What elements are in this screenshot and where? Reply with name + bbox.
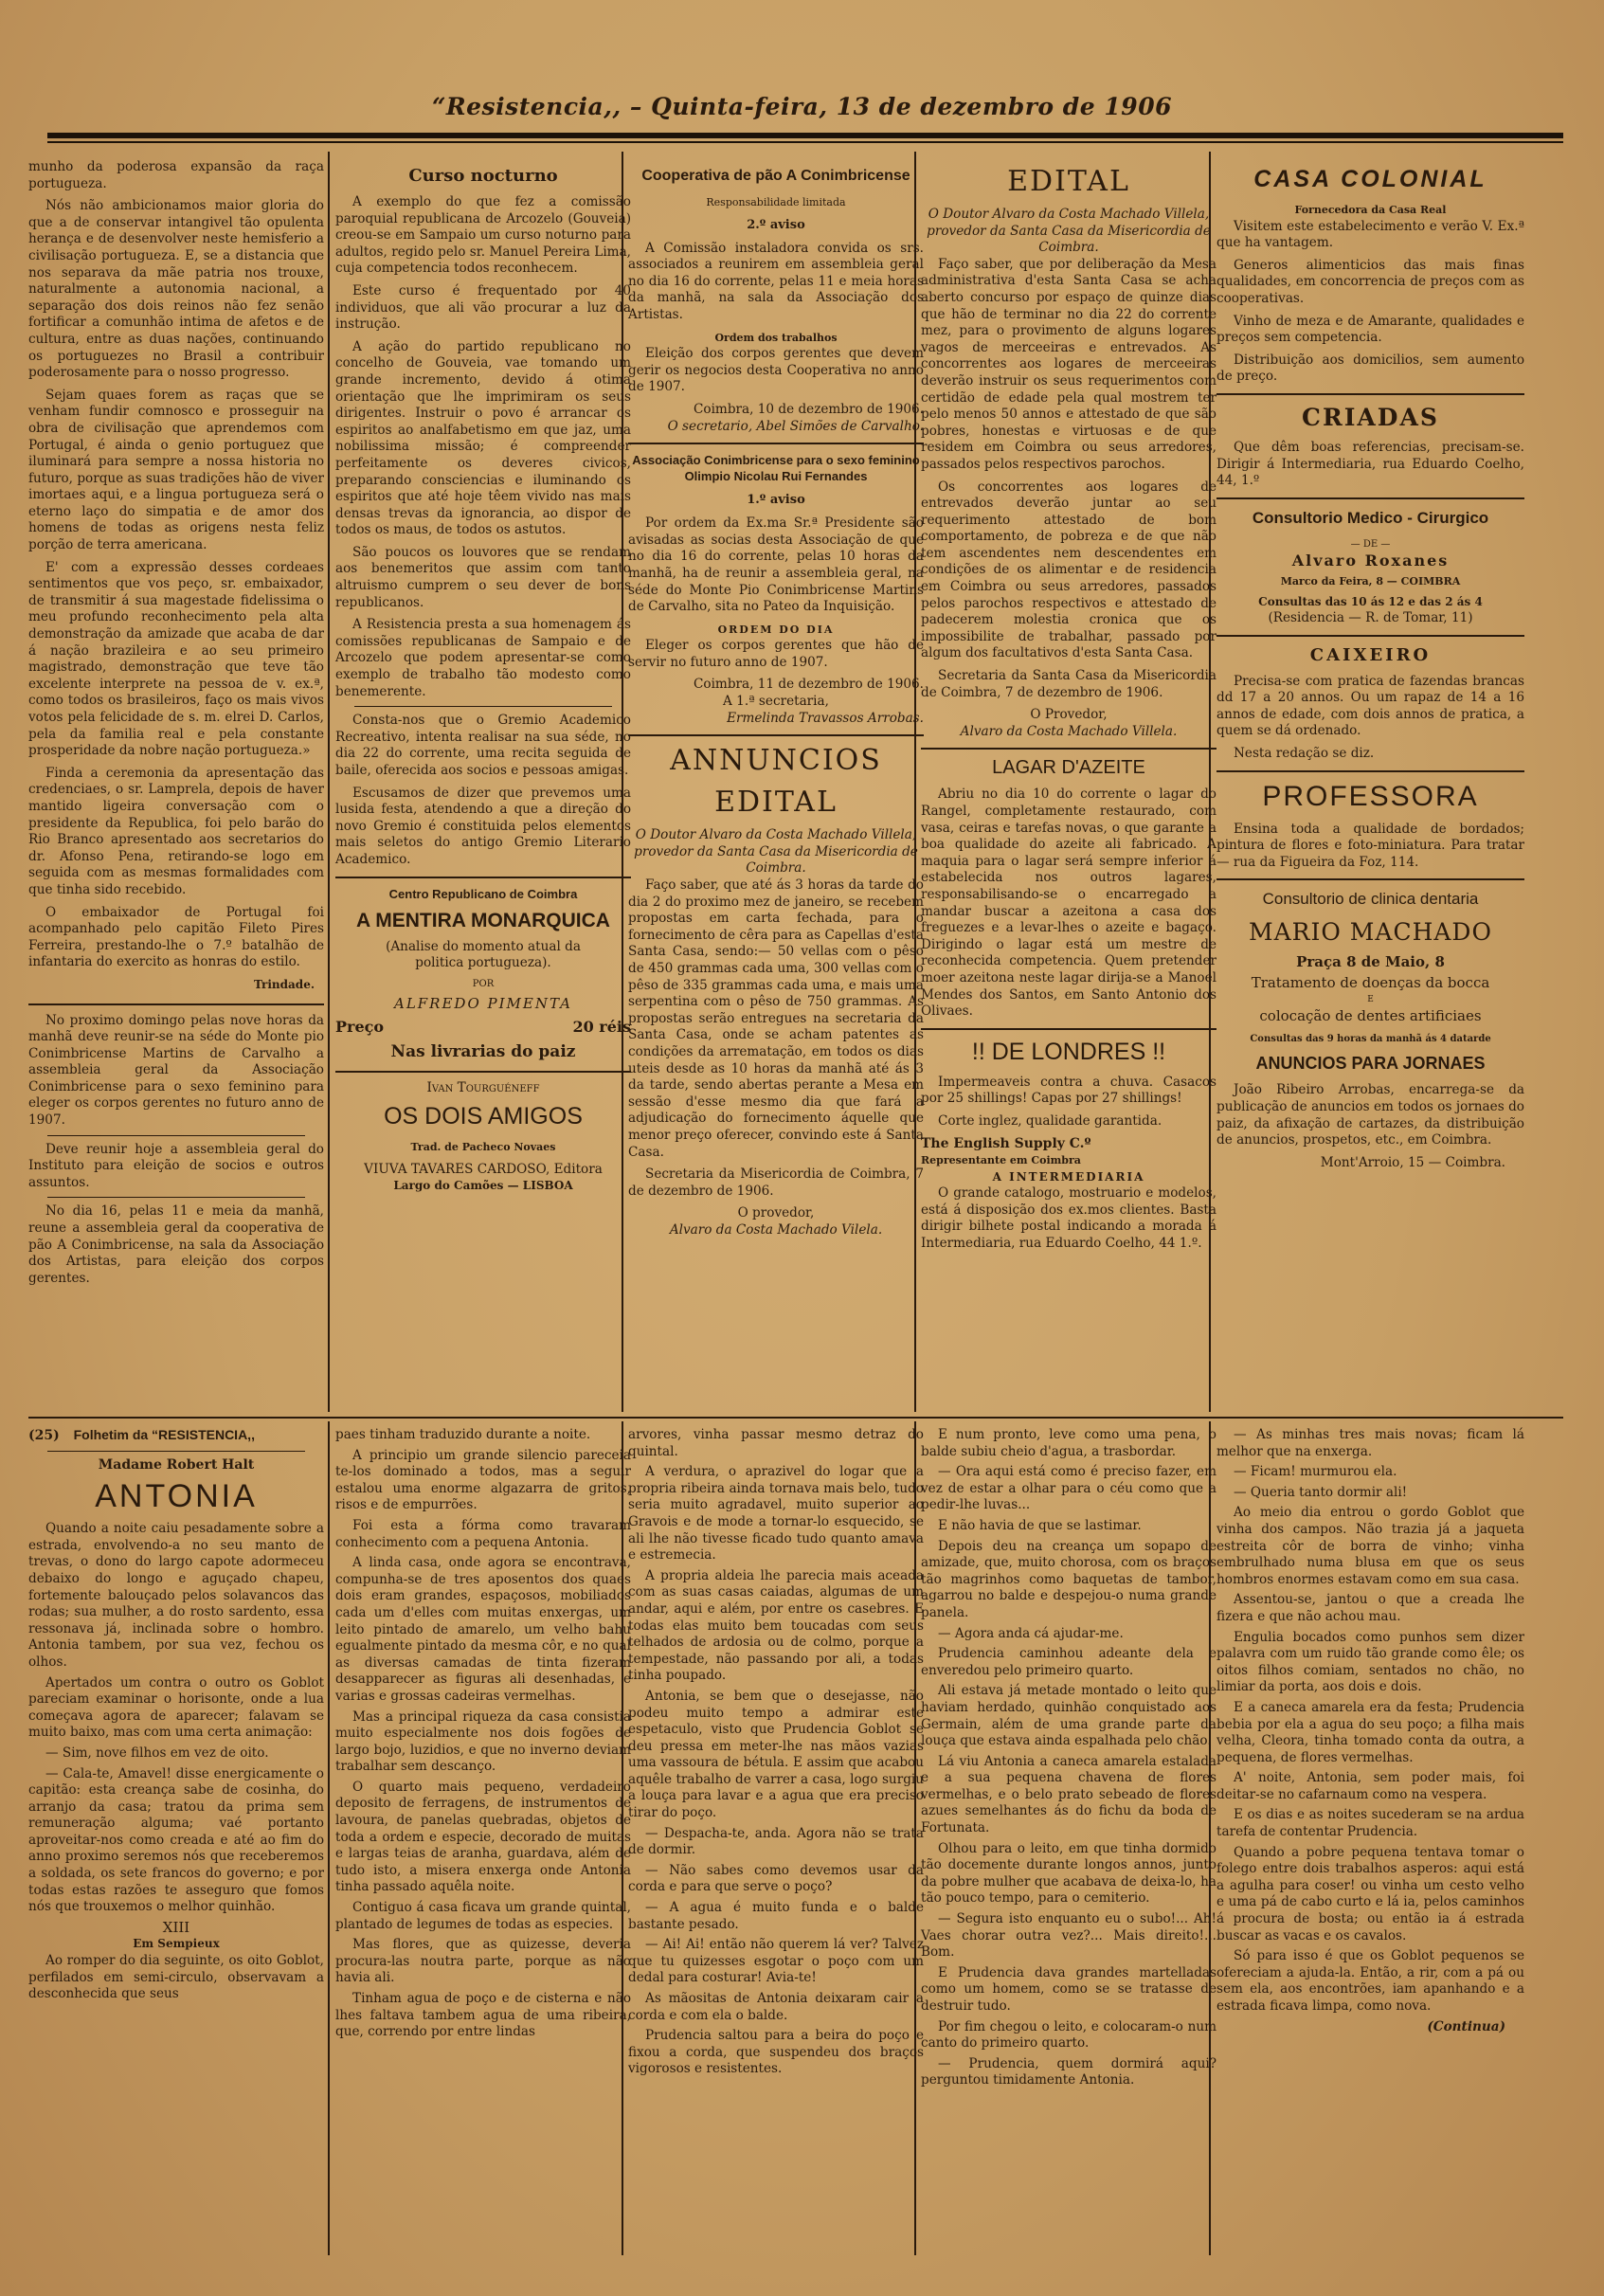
header-rule (47, 133, 1563, 138)
folhetim-paragraph: — Sim, nove filhos em vez de oito. (45, 1745, 269, 1761)
chapter-number: XIII (162, 1918, 190, 1936)
folhetim-paragraph: A propria aldeia lhe parecia mais aceada com as suas casas caiadas, algumas de um andar, aqui e além, por entre os casebres. E todas elas muito bem toucadas com seus telhados de ardosia ou de colmo, porque a tempestade, não passando por ali, a todas tinha poupado. (628, 1567, 924, 1684)
ad-organization: Centro Republicano de Coimbra (388, 886, 578, 901)
folhetim-paragraph: — Cala-te, Amavel! disse energicamente o capitão: esta creança sabe de cosinha, do arranjo da casa; tratou da prima sem remuneração alguma; vaé portanto aproveitar-nos como creada e até ao fim do anno proximo seremos nós que receberemos a soldada, os sete francos do governo; e por todas estas razões te asseguro que fomos nós que trouxemos o melhor quinhão. (28, 1765, 324, 1915)
notice-paragraph: A Comissão instaladora convida os srs. associados a reunirem em assembleia geral no dia 16 do corrente, pelas 11 e meia horas da manhã, na sala da Associação dos Artistas. (628, 240, 924, 322)
folhetim-header (28, 1427, 324, 1445)
folhetim-paragraph: — Agora anda cá ajudar-me. (938, 1625, 1124, 1641)
folhetim-author: Madame Robert Halt (98, 1456, 255, 1473)
folhetim-paragraph: Ao romper do dia seguinte, os oito Goblot, perfilados em semi-circulo, observavam a desconhecida que seus (28, 1953, 324, 2002)
news-item: Deve reunir hoje a assembleia geral do Instituto para eleição de socios e outros assuntos. (28, 1141, 324, 1190)
folhetim-paragraph: — Não sabes como devemos usar da corda e para que serve o poço? (628, 1862, 924, 1895)
ad-price-label: Preço (335, 1017, 385, 1036)
notice-paragraph: Por ordem da Ex.ma Sr.ª Presidente são avisadas as socias desta Associação de que no dia 16 do corrente, pelas 10 horas da manhã, ha de reunir a assembleia geral, na séde do Monte Pio Conimbricense Martins de Carvalho, sita no Pateo da Inquisição. (628, 515, 924, 615)
lagar-paragraph: Abriu no dia 10 do corrente o lagar do Rangel, completamente restaurado, com vasa, ceiras e tarefas novas, o que garante a boa qualidade do azeite ali fabricado. A maquia para o lagar será sempre inferior á estabelecida nos outros lagares, responsabilisando-se o encarregado a mandar buscar a azeitona a casa dos freguezes e a levar-lhes o azeite e bagaço. Dirigindo o lagar está um mestre de reconhecida competencia. Quem pretender moer azeitona neste lagar dirija-se a Manoel Mendes dos Santos, em Santo Antonio dos Olivaes. (921, 786, 1217, 1020)
folhetim-paragraph: paes tinham traduzido durante a noite. (335, 1427, 591, 1442)
notice-aviso: 2.º aviso (747, 217, 805, 232)
column-3 (628, 159, 924, 1239)
folhetim-paragraph: A principio um grande silencio pareceia te-los dominado a todos, mas a seguir estalou uma enorme algazarra de gritos, risos e de empurrões. (335, 1447, 631, 1513)
folhetim-paragraph: — Despacha-te, anda. Agora não se trata de dormir. (628, 1825, 924, 1858)
notice-aviso: 1.º aviso (747, 493, 805, 508)
folhetim-paragraph: Olhou para o leito, em que tinha dormido tão docemente durante longos annos, junto da pobre mulher que acabava de deixa-lo, ha tão pouco tempo, para o cemiterio. (921, 1840, 1217, 1907)
ad-paragraph: Vinho de meza e de Amarante, qualidades e preços sem competencia. (1217, 313, 1524, 346)
notice-date: Coimbra, 11 de dezembro de 1906. (694, 677, 924, 693)
article-paragraph: Nós não ambicionamos maior gloria do que a de conservar intangivel tão opulenta herança e de desenvolver neste hemisferio a civilisação portugueza. E, se a distancia que nos separava da mãe patria nos trouxe, naturalmente a autonomia nacional, a separação dos dois reinos não fez senão fortificar a comunhão intima de afetos e de cultura, entre as duas nações, continuando os portuguezes no Brasil a contribuir poderosamente para o nosso progresso. (28, 198, 324, 381)
dentaria-e: E (1367, 994, 1374, 1004)
londres-paragraph: Impermeaveis contra a chuva. Casacos por 25 shillings! Capas por 27 shillings! (921, 1074, 1217, 1107)
folhetim-column-3 (628, 1427, 924, 2082)
folhetim-paragraph: — Queria tanto dormir ali! (1234, 1484, 1408, 1500)
casa-colonial-sub: Fornecedora da Casa Real (1294, 204, 1447, 216)
folhetim-column-4 (921, 1427, 1217, 2093)
folhetim-paragraph: Engulia bocados como punhos sem dizer palavra com um ruido tão grande como êle; os oitos filhos comiam, sentados no chão, no limiar da porta, aos dois e dois. (1217, 1629, 1524, 1695)
folhetim-label: Folhetim da “RESISTENCIA,, (73, 1427, 255, 1442)
article-paragraph: Finda a ceremonia da apresentação das credenciaes, o sr. Lamprela, depois de haver mantido ligeira conversação com o presidente da Republica, foi pelo barão do Rio Branco apresentado aos secretarios do dr. Afonso Pena, retirando-se logo em seguida com as mesmas formalidades com que tinha sido recebido. (28, 765, 324, 897)
column-divider (328, 152, 330, 1412)
article-paragraph: munho da poderosa expansão da raça portugueza. (28, 159, 324, 191)
english-supply: The English Supply C.º (921, 1135, 1091, 1151)
ad-title: OS DOIS AMIGOS (384, 1103, 583, 1130)
folhetim-paragraph: O quarto mais pequeno, verdadeiro deposito de ferragens, de instrumentos de lavoura, de panelas quebradas, objetos de toda a ordem e especie, decorado de muitas e largas teias de aranha, guardava, além de tudo isto, a misera enxerga onde Antonia tinha passado aquêla noite. (335, 1779, 631, 1895)
folhetim-paragraph: E Prudencia dava grandes martelladas como um homem, como se se tratasse de destruir tudo. (921, 1964, 1217, 2014)
notice-date: Coimbra, 10 de dezembro de 1906. (694, 401, 924, 417)
edital-name: Alvaro da Costa Machado Vilela. (669, 1221, 883, 1238)
notice-paragraph: Eleger os corpos gerentes que hão de servir no futuro anno de 1907. (628, 638, 924, 670)
article-paragraph: Escusamos de dizer que prevemos uma lusida festa, atendendo a que a direção do novo Gremio é constituida pelos elementos mais seletos do antigo Gremio Literario Academico. (335, 785, 631, 867)
consultorio-doctor: Alvaro Roxanes (1291, 551, 1450, 570)
news-item: No proximo domingo pelas nove horas da manhã deve reunir-se na séde do Monte pio Conimbricense Martins de Carvalho a assembleia geral da Associação Conimbricense para o sexo feminino para eleger os corpos gerentes no futuro anno de 1907. (28, 1012, 324, 1129)
ad-publisher: VIUVA TAVARES CARDOSO, Editora (364, 1161, 603, 1177)
folhetim-paragraph: Tinham agua de poço e de cisterna e não lhes faltava tambem agua de uma ribeira, que, correndo por entre lindas (335, 1991, 631, 2040)
folhetim-paragraph: A' noite, Antonia, sem poder mais, foi deitar-se no cafarnaum como na vespera. (1217, 1770, 1524, 1802)
notice-secretary: A 1.ª secretaria, (723, 694, 829, 710)
notice-subtitle: Responsabilidade limitada (706, 196, 846, 208)
folhetim-paragraph: — As minhas tres mais novas; ficam lá melhor que na enxerga. (1217, 1427, 1524, 1459)
news-item: No dia 16, pelas 11 e meia da manhã, reune a assembleia geral da cooperativa de pão A Conimbricense, na sala da Associação dos Artistas, para eleição dos corpos gerentes. (28, 1203, 324, 1286)
edital-title: EDITAL (714, 786, 838, 820)
ad-author: ALFREDO PIMENTA (393, 995, 572, 1013)
article-title: Curso nocturno (408, 166, 558, 186)
folhetim-paragraph: — Ficam! murmurou ela. (1234, 1464, 1397, 1480)
article-paragraph: E' com a expressão desses cordeaes sentimentos que vos peço, sr. embaixador, de transmitir á sua magestade fidelissima o meu profundo reconhecimento pela alta demonstração da amizade que acaba de dar á nação brazileira e ao seu primeiro magistrado, demonstração que teve tão excelente interprete na pessoa de v. ex.ª, como todos os brasileiros, faço os mais vivos votos pela felicidade de s. m. elrei D. Carlos, pela da familia real e pela constante prosperidade da nobre nação portugueza.» (28, 559, 324, 759)
folhetim-paragraph: E não havia de que se lastimar. (938, 1517, 1142, 1533)
folhetim-paragraph: Lá viu Antonia a caneca amarela estalada e a sua pequena chavena de flores vermelhas, e o belo prato sebeado de flores azues semelhantes ás do fichu da boda de Fortunata. (921, 1753, 1217, 1836)
folhetim-paragraph: Prudencia caminhou adeante dela e enveredou pelo primeiro quarto. (921, 1646, 1217, 1678)
ad-paragraph: João Ribeiro Arrobas, encarrega-se da publicação de anuncios em todos os jornaes do paiz, da afixação de cartazes, da distribuição de anuncios, prospetos, etc., em Coimbra. (1217, 1082, 1524, 1148)
masthead: “Resistencia,, – Quinta-feira, 13 de dezembro de 1906 (432, 93, 1172, 120)
dentaria-address: Praça 8 de Maio, 8 (1296, 953, 1445, 971)
ad-address: Largo do Camões — LISBOA (393, 1179, 573, 1193)
jornaes-title: ANUNCIOS PARA JORNAES (1255, 1054, 1486, 1074)
folhetim-paragraph: Só para isso é que os Goblot pequenos se ofereciam a ajuda-la. Então, a rir, com a pá ou sem ela, aos encontrões, iam apanhando e a estrada ficava limpa, como nova. (1217, 1948, 1524, 2014)
notice-order: ORDEM DO DIA (717, 623, 835, 636)
folhetim-paragraph: — A agua é muito funda e o balde bastante pesado. (628, 1900, 924, 1932)
ad-paragraph: Ensina toda a qualidade de bordados; pintura de flores e foto-miniatura. Para tratar — rua da Figueira da Foz, 114. (1217, 821, 1524, 870)
edital-paragraph: Faço saber, que por deliberação da Mesa administrativa d'esta Santa Casa se acha aberto concurso por espaço de quinze dias que hão de terminar no dia 22 do corrente mez, para o provimento de alguns logares vagos de merceeiras e entrevados. As concorrentes aos logares de merceeiras deverão instruir os seus requerimentos com certidão de edade pela qual mostrem ter pelo menos 50 annos e attestado de que são pobres, honestas e virtuosas e de que residem em Coimbra ou seus arredores, passados pelos respectivos parochos. (921, 256, 1217, 472)
dentaria-hours: Consultas das 9 horas da manhã ás 4 datarde (1250, 1033, 1491, 1044)
folhetim-rule (28, 1417, 1563, 1419)
caixeiro-title: CAIXEIRO (1309, 644, 1432, 665)
folhetim-paragraph: Prudencia saltou para a beira do poço e fixou a corda, que suspendeu dos braços vigorosos e resistentes. (628, 2028, 924, 2077)
folhetim-paragraph: arvores, vinha passar mesmo detraz do quintal. (628, 1427, 924, 1459)
londres-paragraph: Corte inglez, qualidade garantida. (938, 1112, 1162, 1129)
folhetim-paragraph: Mas a principal riqueza da casa consistia muito especialmente nos dois fogões de largo bojo, luzidios, e que no inverno deviam trabalhar sem descanço. (335, 1708, 631, 1775)
londres-title: !! DE LONDRES !! (971, 1038, 1166, 1065)
folhetim-column-5 (1217, 1427, 1524, 2035)
folhetim-paragraph: Assentou-se, jantou o que a creada lhe fizera e que não achou mau. (1217, 1592, 1524, 1624)
folhetim-paragraph: Ao meio dia entrou o gordo Goblot que vinha dos campos. Não trazia já a jaqueta estreita côr de borra de vinho; vinha embrulhado numa blusa em que os seus hombros enormes estavam como em sua casa. (1217, 1505, 1524, 1587)
dentaria-treatment: Tratamento de doenças da bocca (1251, 974, 1490, 992)
article-paragraph: Este curso é frequentado por 40 individuos, que ali vão procurar a luz da instrução. (335, 282, 631, 333)
dentaria-title: Consultorio de clinica dentaria (1262, 890, 1479, 909)
dentaria-name: MARIO MACHADO (1249, 918, 1492, 947)
column-1 (28, 159, 324, 1293)
column-2 (335, 159, 631, 1195)
edital-intro: O Doutor Alvaro da Costa Machado Villela, provedor da Santa Casa da Misericordia de Coimbra. (634, 827, 918, 877)
ad-paragraph: Que dêm boas referencias, precisam-se. Dirigir á Intermediaria, rua Eduardo Coelho, 44, 1.º (1217, 439, 1524, 489)
folhetim-paragraph: Contiguo á casa ficava um grande quintal, plantado de legumes de todas as especies. (335, 1900, 631, 1932)
edital-paragraph: Secretaria da Santa Casa da Misericordia de Coimbra, 7 de dezembro de 1906. (921, 668, 1217, 700)
folhetim-paragraph: A verdura, o aprazivel do logar que a propria ribeira ainda tornava mais belo, tudo seria muito agradavel, muito superior ao Gravois e de mode a tornar-lo esquecido, se ali lhe não tivesse ficado tudo quanto amava e estremecia. (628, 1464, 924, 1564)
folhetim-paragraph: — Prudencia, quem dormirá aqui? perguntou timidamente Antonia. (921, 2055, 1217, 2088)
edital-paragraph: Os concorrentes aos logares de entrevados deverão juntar ao seu requerimento attestado de bom comportamento, de pobreza e de que não tem ascendentes nem descendentes em condições de os alimentar e de residencia em Coimbra ou seus arredores, passados pelos parochos respectivos e attestado de padecerem molestia cronica que os impossibilite de trabalhar, passado por algum dos facultativos d'esta Santa Casa. (921, 479, 1217, 661)
folhetim-paragraph: Quando a pobre pequena tentava tomar o folego entre dois trabalhos asperos: aqui está a agulha para coser! ou vinha um cesto velho e uma pá de cabo curto e lá ia, pelos caminhos á procura de bosta; ou então ia á estrada buscar as vacas e os cavalos. (1217, 1844, 1524, 1943)
folhetim-paragraph: A linda casa, onde agora se encontrava, compunha-se de tres aposentos dos quaes dois eram grandes, espaçosos, mobiliados cada um d'elles com muitas enxergas, um leito pintado de amarelo, um velho bahu egualmente pintado da mesma côr, e no qual as diversas camadas de tinta fizeram desapparecer as figuras ali desenhadas, e varias e grossas cadeiras vermelhas. (335, 1555, 631, 1704)
column-4 (921, 159, 1217, 1258)
ad-by: POR (472, 978, 495, 989)
folhetim-paragraph: Por fim chegou o leito, e colocaram-o num canto do primeiro quarto. (921, 2018, 1217, 2052)
column-divider (328, 1421, 330, 2255)
article-paragraph: São poucos os louvores que se rendam aos benemeritos que assim com tanto altruismo cumprem o seu dever de bons republicanos. (335, 544, 631, 610)
ad-paragraph: Visitem este estabelecimento e verão V. Ex.ª que ha vantagem. (1217, 218, 1524, 251)
jornaes-address: Mont'Arroio, 15 — Coimbra. (1320, 1154, 1505, 1170)
ad-author: Ivan Tourguéneff (426, 1079, 540, 1095)
consultorio-title: Consultorio Medico - Cirurgico (1252, 508, 1489, 527)
folhetim-paragraph: Apertados um contra o outro os Goblot pareciam examinar o horisonte, onde a lua começava agora de aparecer; falavam se muito baixo, mas com uma certa animação: (28, 1674, 324, 1741)
representative: Representante em Coimbra (921, 1154, 1081, 1167)
edital-paragraph: Faço saber, que até ás 3 horas da tarde do dia 2 do proximo mez de janeiro, se recebem propostas em carta fechada, para o fornecimento de cêra para as Capellas d'esta Santa Casa, sendo:— 50 vellas com o pêso de 450 grammas cada uma, 300 vellas com o pêso de 335 grammas cada uma, e mais uma serpentina com o pêso de 750 grammas. As propostas serão entregues na secretaria da Santa Casa, onde se acham patentes as condições da arrematação, em todos os dias uteis desde as 10 horas da manhã até ás 3 da tarde, sendo abertas perante a Mesa em sessão d'esse mesmo dia que fará a adjudicação do fornecimento áquelle que menor preço oferecer, convindo este á Santa Casa. (628, 877, 924, 1160)
folhetim-number: (25) (28, 1428, 60, 1443)
consultorio-hours: Consultas das 10 ás 12 e das 2 ás 4 (1258, 594, 1483, 608)
notice-paragraph: Eleição dos corpos gerentes que devem gerir os negocios desta Cooperativa no anno de 1907. (628, 346, 924, 395)
folhetim-paragraph: Depois deu na creança um sopapo de amizade, que, muito chorosa, com os braços tão magrinhos como baquetas de tambor, agarrou no balde e despejou-o numa grande panela. (921, 1538, 1217, 1620)
ad-shops: Nas livrarias do paiz (390, 1041, 576, 1061)
intermediaria: A INTERMEDIARIA (992, 1169, 1145, 1184)
consultorio-de: — DE — (1350, 538, 1391, 550)
notice-secretary-name: Ermelinda Travassos Arrobas. (727, 710, 924, 726)
folhetim-paragraph: As mãositas de Antonia deixaram cair a corda e com ela o balde. (628, 1991, 924, 2023)
notice-title: Associação Conimbricense para o sexo feminino Olimpio Nicolau Rui Fernandes (632, 453, 920, 484)
article-paragraph: Sejam quaes forem as raças que se venham fundir comnosco e prosseguir na obra de civilisação que aprendemos com Portugal, é ainda o genio portuguez que iluminará para sempre a nossa historia no futuro, porque as suas tradições hão de viver imortaes aqui, e a lingua portugueza será o eterno laço do simpatia e de amor dos homens de todas as origens nesta feliz porção de terra americana. (28, 387, 325, 553)
notice-secretary: O secretario, Abel Simões de Carvalho. (667, 418, 924, 434)
folhetim-paragraph: — Segura isto enquanto eu o subo!... Ah! Vaes chorar outra vez?... Mais direito!... Bom. (921, 1911, 1217, 1961)
folhetim-paragraph: Mas flores, que as quizesse, deveria procura-las noutra parte, porque as não havia ali. (335, 1937, 631, 1986)
header-rule-thin (47, 141, 1563, 143)
section-header-annuncios: ANNUNCIOS (670, 744, 882, 778)
notice-order: Ordem dos trabalhos (714, 331, 838, 344)
column-5 (1217, 159, 1524, 1171)
folhetim-paragraph: Antonia, se bem que o desejasse, não podeu muito tempo a admirar este espetaculo, visto que Prudencia Goblot se deu pressa em meter-lhe nas mãos vazias uma vassoura de bétula. E assim que acabou aquêle trabalho de varrer a casa, logo surgiu a louça para lavar e a agua que era preciso tirar do poço. (628, 1688, 924, 1821)
ad-paragraph: Generos alimenticios das mais finas qualidades, em concorrencia de preços com as cooperativas. (1217, 257, 1524, 306)
edital-title: EDITAL (1007, 165, 1130, 198)
folhetim-paragraph: — Ai! Ai! então não querem lá ver? Talvez que tu quizesses esgotar o poço com um dedal para costurar! Avia-te! (628, 1937, 924, 1986)
consultorio-residence: (Residencia — R. de Tomar, 11) (1268, 610, 1473, 626)
ad-paragraph: Precisa-se com pratica de fazendas brancas dd 17 a 20 annos. Ou um rapaz de 14 a 16 annos de edade, com dois annos de pratica, a quem se dá ordenado. (1217, 673, 1524, 739)
article-paragraph: A Resistencia presta a sua homenagem ás comissões republicanas de Sampaio e de Arcozelo que podem apresentar-se como exemplo de trabalho tão modesto como benemerente. (335, 617, 631, 699)
article-paragraph: O embaixador de Portugal foi acompanhado pelo capitão Fileto Pires Ferreira, prestando-lhe o 7.º batalhão de infantaria do exercito as honras do estilo. (28, 904, 324, 970)
lagar-title: LAGAR D'AZEITE (992, 757, 1145, 779)
casa-colonial-title: CASA COLONIAL (1253, 166, 1487, 192)
ad-title: A MENTIRA MONARQUICA (356, 909, 610, 931)
article-paragraph: A exemplo do que fez a comissão paroquial republicana de Arcozelo (Gouveia) creou-se em Sampaio um curso noturno para adultos, regido pelo sr. Manuel Pereira Lima, cuja competencia todos reconhecem. (335, 194, 631, 277)
catalog-paragraph: O grande catalogo, mostruario e modelos, está á disposição dos ex.mos clientes. Basta dirigir bilhete postal indicando a morada á Intermediaria, rua Eduardo Coelho, 44 1.º. (921, 1185, 1217, 1252)
consultorio-address: Marco da Feira, 8 — COIMBRA (1280, 574, 1461, 588)
folhetim-paragraph: E num pronto, leve como uma pena, o balde subiu cheio d'agua, a trasbordar. (921, 1427, 1217, 1459)
dentaria-treatment: colocação de dentes artificiaes (1259, 1007, 1482, 1025)
ad-price-row (335, 1019, 631, 1036)
folhetim-paragraph: Quando a noite caiu pesadamente sobre a estrada, envolvendo-a no seu manto de trevas, o dono do largo capote adormeceu debaixo do longo e aguçado chapeu, fortemente balouçado pelos solavancos das rodas; sua mulher, a do rosto sardento, essa ressonava já, inclinada sobre o hombro. Antonia tambem, por sua vez, fechou os olhos. (28, 1521, 324, 1670)
article-signature: Trindade. (253, 977, 315, 991)
ad-paragraph: Nesta redação se diz. (1234, 746, 1375, 762)
edital-date: Secretaria da Misericordia de Coimbra, 7 de dezembro de 1906. (628, 1166, 924, 1199)
edital-name: Alvaro da Costa Machado Villela. (960, 723, 1178, 739)
folhetim-paragraph: E os dias e as noites sucederam se na ardua tarefa de contentar Prudencia. (1217, 1807, 1524, 1840)
article-paragraph: A ação do partido republicano no concelho de Gouveia, vae tomando um grande incremento, devido á otima orientação que lhe imprimiram os seus dirigentes. Instruir o povo é arrancar os espiritos ao analfabetismo em que jaz, uma nobilissima missão; é compreender perfeitamente os deveres civicos, preparando consciencias e iluminando os espiritos que até hoje têem vivido nas mais densas trevas da ignorancia, ao dispor de todos os maus, de todos os astutos. (335, 338, 631, 538)
notice-title: Cooperativa de pão A Conimbricense (641, 168, 910, 184)
folhetim-column-2 (335, 1427, 631, 2045)
edital-provedor: O provedor, (737, 1205, 815, 1221)
folhetim-paragraph: E a caneca amarela era da festa; Prudencia bebia por ela a agua do seu poço; a filha mais velha, Cleora, tinha tomado conta da outra, a pequena, de flores vermelhas. (1217, 1699, 1524, 1765)
continua-label: (Continua) (1427, 2018, 1505, 2034)
ad-translator: Trad. de Pacheco Novaes (410, 1141, 556, 1154)
folhetim-title: ANTONIA (95, 1478, 258, 1515)
article-paragraph: Consta-nos que o Gremio Academico Recreativo, intenta realisar na sua séde, no dia 22 do corrente, uma recita seguida de baile, oferecida aos socios e pessoas amigas. (335, 713, 631, 778)
ad-paragraph: Distribuição aos domicilios, sem aumento de preço. (1217, 352, 1524, 385)
criadas-title: CRIADAS (1302, 403, 1439, 431)
ad-price: 20 réis (572, 1017, 631, 1036)
edital-provedor: O Provedor, (1030, 707, 1108, 723)
folhetim-column-1 (28, 1427, 324, 2007)
folhetim-paragraph: Ali estava já metade montado o leito que haviam herdado, quinhão conquistado aos Germain, além de uma grande parte da louça que estava ainda espalhada pelo chão. (921, 1683, 1217, 1749)
folhetim-paragraph: Foi esta a fórma como travaram conhecimento com a pequena Antonia. (335, 1517, 631, 1550)
chapter-title: Em Sempieux (133, 1937, 220, 1951)
ad-subtitle: (Analise do momento atual da politica portugueza). (386, 938, 581, 971)
edital-intro: O Doutor Alvaro da Costa Machado Villela, provedor da Santa Casa da Misericordia de Coimbra. (927, 207, 1211, 256)
professora-title: PROFESSORA (1262, 780, 1479, 812)
folhetim-paragraph: — Ora aqui está como é preciso fazer, em vez de estar a olhar para o céu como que a pedir-lhe luvas... (921, 1464, 1217, 1513)
